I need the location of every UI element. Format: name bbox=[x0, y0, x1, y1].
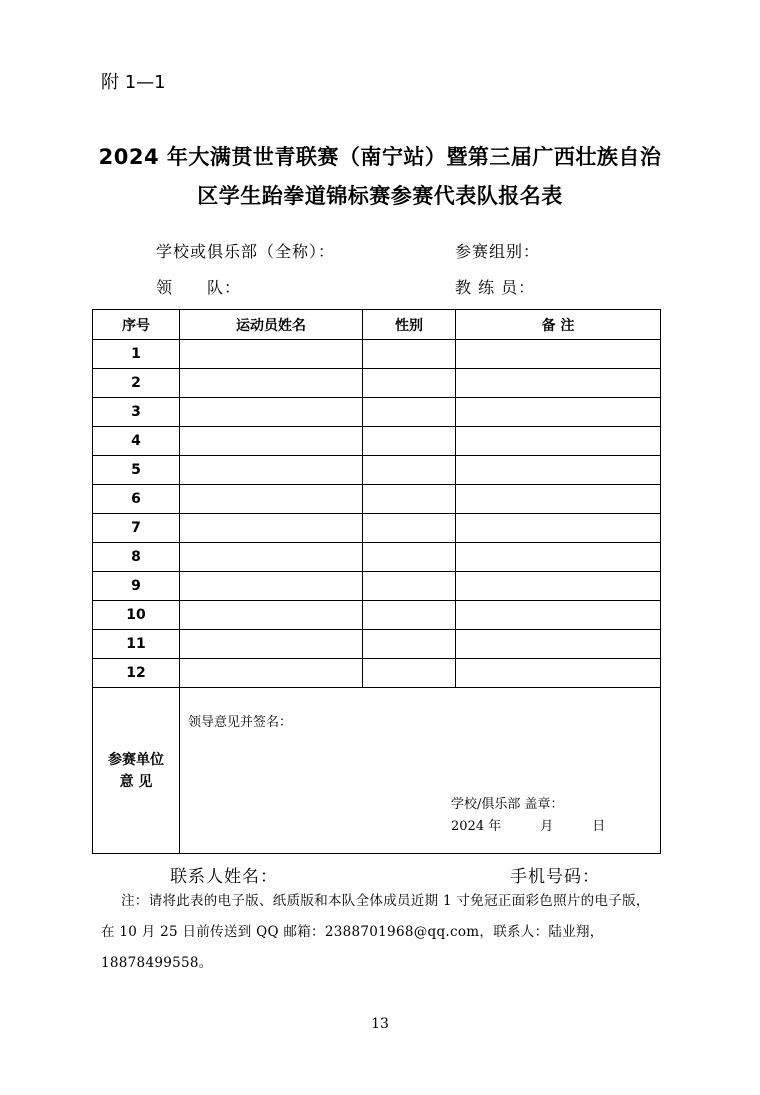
athlete-name-cell[interactable] bbox=[180, 340, 363, 369]
group-label: 参赛组别： bbox=[455, 242, 541, 261]
phone-number-label: 手机号码： bbox=[510, 867, 600, 887]
attachment-label: 附 1—1 bbox=[101, 72, 166, 93]
table-row bbox=[93, 601, 661, 630]
row-index: 8 bbox=[93, 543, 180, 572]
table-row bbox=[93, 572, 661, 601]
row-index: 11 bbox=[93, 630, 180, 659]
gender-cell[interactable] bbox=[363, 369, 456, 398]
table-row bbox=[93, 485, 661, 514]
remarks-cell[interactable] bbox=[456, 659, 661, 688]
table-row bbox=[93, 369, 661, 398]
row-index: 5 bbox=[93, 456, 180, 485]
table-header-row bbox=[93, 310, 661, 340]
table-row bbox=[93, 543, 661, 572]
stamp-label: 学校/俱乐部 盖章： bbox=[451, 797, 564, 812]
date-label: 2024 年 月 日 bbox=[451, 819, 606, 834]
athlete-name-cell[interactable] bbox=[180, 630, 363, 659]
athlete-name-cell[interactable] bbox=[180, 543, 363, 572]
leader-signature-label: 领导意见并签名： bbox=[188, 715, 293, 730]
table-row bbox=[93, 456, 661, 485]
remarks-cell[interactable] bbox=[456, 543, 661, 572]
table-row bbox=[93, 340, 661, 369]
opinion-content-cell[interactable] bbox=[180, 688, 661, 854]
school-label: 学校或俱乐部（全称）： bbox=[156, 242, 336, 261]
table-row bbox=[93, 427, 661, 456]
remarks-cell[interactable] bbox=[456, 601, 661, 630]
page-title-line-2: 区学生跆拳道锦标赛参赛代表队报名表 bbox=[197, 184, 563, 208]
remarks-cell[interactable] bbox=[456, 369, 661, 398]
gender-cell[interactable] bbox=[363, 340, 456, 369]
gender-cell[interactable] bbox=[363, 543, 456, 572]
athlete-name-cell[interactable] bbox=[180, 659, 363, 688]
gender-cell[interactable] bbox=[363, 456, 456, 485]
athlete-name-cell[interactable] bbox=[180, 456, 363, 485]
remarks-cell[interactable] bbox=[456, 630, 661, 659]
header-index: 序号 bbox=[93, 310, 180, 340]
opinion-label-cell bbox=[93, 688, 180, 854]
page-title-line-1: 2024 年大满贯世青联赛（南宁站）暨第三届广西壮族自治 bbox=[98, 145, 662, 169]
gender-cell[interactable] bbox=[363, 514, 456, 543]
remarks-cell[interactable] bbox=[456, 456, 661, 485]
athlete-name-cell[interactable] bbox=[180, 485, 363, 514]
row-index: 12 bbox=[93, 659, 180, 688]
row-index: 10 bbox=[93, 601, 180, 630]
athlete-name-cell[interactable] bbox=[180, 572, 363, 601]
row-index: 4 bbox=[93, 427, 180, 456]
row-index: 9 bbox=[93, 572, 180, 601]
gender-cell[interactable] bbox=[363, 572, 456, 601]
gender-cell[interactable] bbox=[363, 659, 456, 688]
gender-cell[interactable] bbox=[363, 485, 456, 514]
athlete-name-cell[interactable] bbox=[180, 427, 363, 456]
opinion-label-line-1: 参赛单位 bbox=[108, 751, 164, 768]
remarks-cell[interactable] bbox=[456, 398, 661, 427]
gender-cell[interactable] bbox=[363, 630, 456, 659]
header-remarks: 备 注 bbox=[456, 310, 661, 340]
row-index: 2 bbox=[93, 369, 180, 398]
gender-cell[interactable] bbox=[363, 427, 456, 456]
remarks-cell[interactable] bbox=[456, 485, 661, 514]
row-index: 7 bbox=[93, 514, 180, 543]
leader-label: 领 队： bbox=[156, 278, 242, 297]
gender-cell[interactable] bbox=[363, 398, 456, 427]
remarks-cell[interactable] bbox=[456, 514, 661, 543]
opinion-row bbox=[93, 688, 661, 854]
table-row bbox=[93, 659, 661, 688]
table-row bbox=[93, 630, 661, 659]
contact-name-label: 联系人姓名： bbox=[170, 867, 278, 887]
registration-table bbox=[92, 309, 661, 854]
row-index: 1 bbox=[93, 340, 180, 369]
row-index: 6 bbox=[93, 485, 180, 514]
row-index: 3 bbox=[93, 398, 180, 427]
athlete-name-cell[interactable] bbox=[180, 369, 363, 398]
header-gender: 性别 bbox=[363, 310, 456, 340]
submission-note: 注：请将此表的电子版、纸质版和本队全体成员近期 1 寸免冠正面彩色照片的电子版，在 10 月 25 日前传送到 QQ 邮箱：2388701968@qq.com，联系人：陆业翔，18878499558。 bbox=[101, 893, 650, 971]
athlete-name-cell[interactable] bbox=[180, 601, 363, 630]
coach-label: 教 练 员： bbox=[455, 278, 536, 297]
table-row bbox=[93, 398, 661, 427]
remarks-cell[interactable] bbox=[456, 427, 661, 456]
remarks-cell[interactable] bbox=[456, 340, 661, 369]
opinion-label-line-2: 意 见 bbox=[119, 773, 153, 790]
page-number: 13 bbox=[371, 1016, 389, 1032]
table-row bbox=[93, 514, 661, 543]
remarks-cell[interactable] bbox=[456, 572, 661, 601]
header-athlete-name: 运动员姓名 bbox=[180, 310, 363, 340]
gender-cell[interactable] bbox=[363, 601, 456, 630]
athlete-name-cell[interactable] bbox=[180, 398, 363, 427]
athlete-name-cell[interactable] bbox=[180, 514, 363, 543]
